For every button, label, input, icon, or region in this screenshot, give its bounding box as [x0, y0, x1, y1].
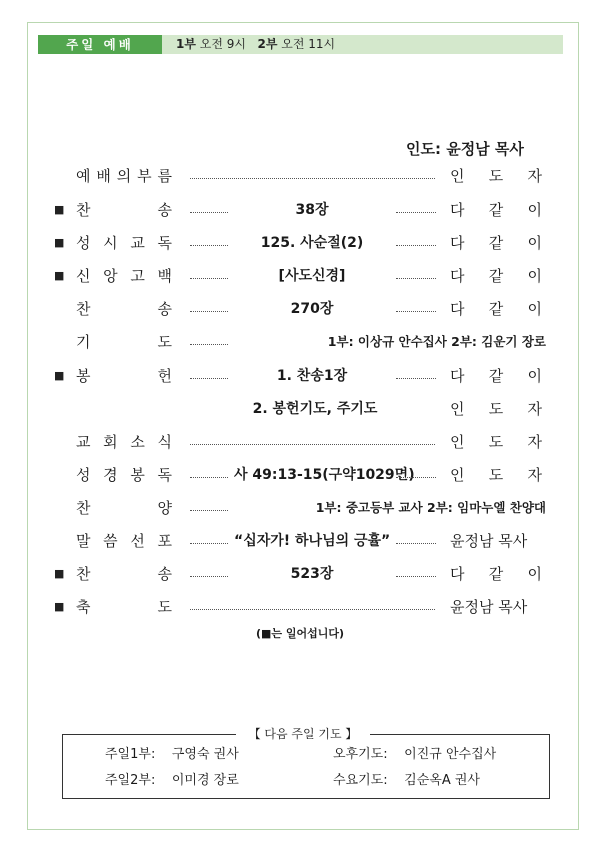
stand-bullet-icon: ■	[54, 567, 65, 580]
order-item-detail: 1부: 중고등부 교사 2부: 임마누엘 찬양대	[315, 500, 546, 515]
prayer-label: 주일1부:	[105, 747, 156, 762]
order-row	[0, 496, 600, 520]
order-row	[0, 364, 600, 388]
service2-label: 2부	[257, 37, 278, 51]
order-row	[0, 595, 600, 619]
order-row	[0, 297, 600, 321]
stand-bullet-icon: ■	[54, 236, 65, 249]
order-item-name: 축 도	[76, 598, 172, 616]
dotted-leader	[190, 198, 228, 213]
order-row	[0, 463, 600, 487]
service-times	[176, 35, 335, 54]
dotted-leader	[396, 198, 436, 213]
dotted-leader	[396, 529, 436, 544]
order-item-name: 말 씀 선 포	[76, 532, 172, 550]
order-item-leader: 인 도 자	[450, 400, 542, 418]
dotted-leader	[190, 297, 228, 312]
prayer-name: 김순옥A 권사	[404, 773, 480, 788]
prayer-label: 오후기도:	[333, 747, 388, 762]
order-item-leader: 다 같 이	[450, 267, 542, 285]
order-item-detail: 125. 사순절(2)	[260, 235, 364, 251]
order-row	[0, 397, 600, 421]
dotted-leader	[190, 595, 435, 610]
order-row	[0, 330, 600, 354]
dotted-leader	[190, 529, 228, 544]
order-item-name: 성 시 교 독	[76, 234, 172, 252]
service2-time: 오전 11시	[281, 37, 336, 51]
order-item-leader: 윤정남 목사	[450, 532, 528, 550]
dotted-leader	[396, 231, 436, 246]
dotted-leader	[190, 164, 435, 179]
service1-time: 오전 9시	[199, 37, 247, 51]
order-item-leader: 다 같 이	[450, 367, 542, 385]
order-item-name: 신 앙 고 백	[76, 267, 172, 285]
order-row	[0, 562, 600, 586]
order-item-name: 예 배 의 부 름	[76, 167, 172, 185]
order-item-name: 봉 헌	[76, 367, 172, 385]
order-item-leader: 인 도 자	[450, 167, 542, 185]
order-item-leader: 다 같 이	[450, 201, 542, 219]
order-item-leader: 인 도 자	[450, 433, 542, 451]
dotted-leader	[396, 364, 436, 379]
dotted-leader	[396, 297, 436, 312]
prayer-box-title: 【 다음 주일 기도 】	[236, 724, 370, 744]
order-item-detail: “십자가! 하나님의 긍휼”	[234, 533, 391, 549]
worship-leader: 인도: 윤정남 목사	[406, 140, 524, 158]
prayer-name: 구영숙 권사	[171, 747, 239, 762]
order-row	[0, 529, 600, 553]
order-item-name: 교 회 소 식	[76, 433, 172, 451]
prayer-name: 이진규 안수집사	[404, 747, 497, 762]
order-item-detail: 38장	[295, 202, 329, 218]
prayer-item	[333, 746, 496, 764]
order-item-detail: 1부: 이상규 안수집사 2부: 김운기 장로	[327, 334, 546, 349]
order-item-leader: 다 같 이	[450, 300, 542, 318]
stand-bullet-icon: ■	[54, 600, 65, 613]
order-item-detail: 2. 봉헌기도, 주기도	[252, 401, 378, 417]
order-item-name: 찬 양	[76, 499, 172, 517]
prayer-name: 이미경 장로	[171, 773, 239, 788]
stand-bullet-icon: ■	[54, 369, 65, 382]
order-item-leader: 다 같 이	[450, 565, 542, 583]
dotted-leader	[190, 430, 435, 445]
prayer-item	[105, 772, 239, 790]
order-row	[0, 430, 600, 454]
dotted-leader	[190, 231, 228, 246]
dotted-leader	[190, 264, 228, 279]
order-item-detail: 사 49:13-15(구약1029면)	[234, 467, 415, 483]
dotted-leader	[396, 264, 436, 279]
order-row	[0, 231, 600, 255]
stand-bullet-icon: ■	[54, 269, 65, 282]
service1-label: 1부	[176, 37, 196, 51]
order-item-detail: 270장	[290, 301, 334, 317]
standing-note: (■는 일어섭니다)	[255, 627, 345, 640]
order-item-leader: 인 도 자	[450, 466, 542, 484]
order-item-name: 기 도	[76, 333, 172, 351]
order-row	[0, 198, 600, 222]
dotted-leader	[190, 496, 228, 511]
order-item-leader: 다 같 이	[450, 234, 542, 252]
prayer-item	[105, 746, 239, 764]
prayer-item	[333, 772, 480, 790]
order-item-detail: 523장	[290, 566, 334, 582]
dotted-leader	[396, 562, 436, 577]
prayer-label: 주일2부:	[105, 773, 156, 788]
order-item-leader: 윤정남 목사	[450, 598, 528, 616]
order-item-detail: 1. 찬송1장	[276, 368, 348, 384]
order-item-name: 찬 송	[76, 565, 172, 583]
order-item-detail: [사도신경]	[278, 268, 346, 284]
prayer-label: 수요기도:	[333, 773, 388, 788]
stand-bullet-icon: ■	[54, 203, 65, 216]
dotted-leader	[190, 562, 228, 577]
order-item-name: 성 경 봉 독	[76, 466, 172, 484]
order-row	[0, 164, 600, 188]
dotted-leader	[190, 463, 228, 478]
order-item-name: 찬 송	[76, 300, 172, 318]
dotted-leader	[190, 364, 228, 379]
dotted-leader	[190, 330, 228, 345]
order-row	[0, 264, 600, 288]
dotted-leader	[396, 463, 436, 478]
order-item-name: 찬 송	[76, 201, 172, 219]
section-title: 주일 예배	[38, 35, 162, 54]
